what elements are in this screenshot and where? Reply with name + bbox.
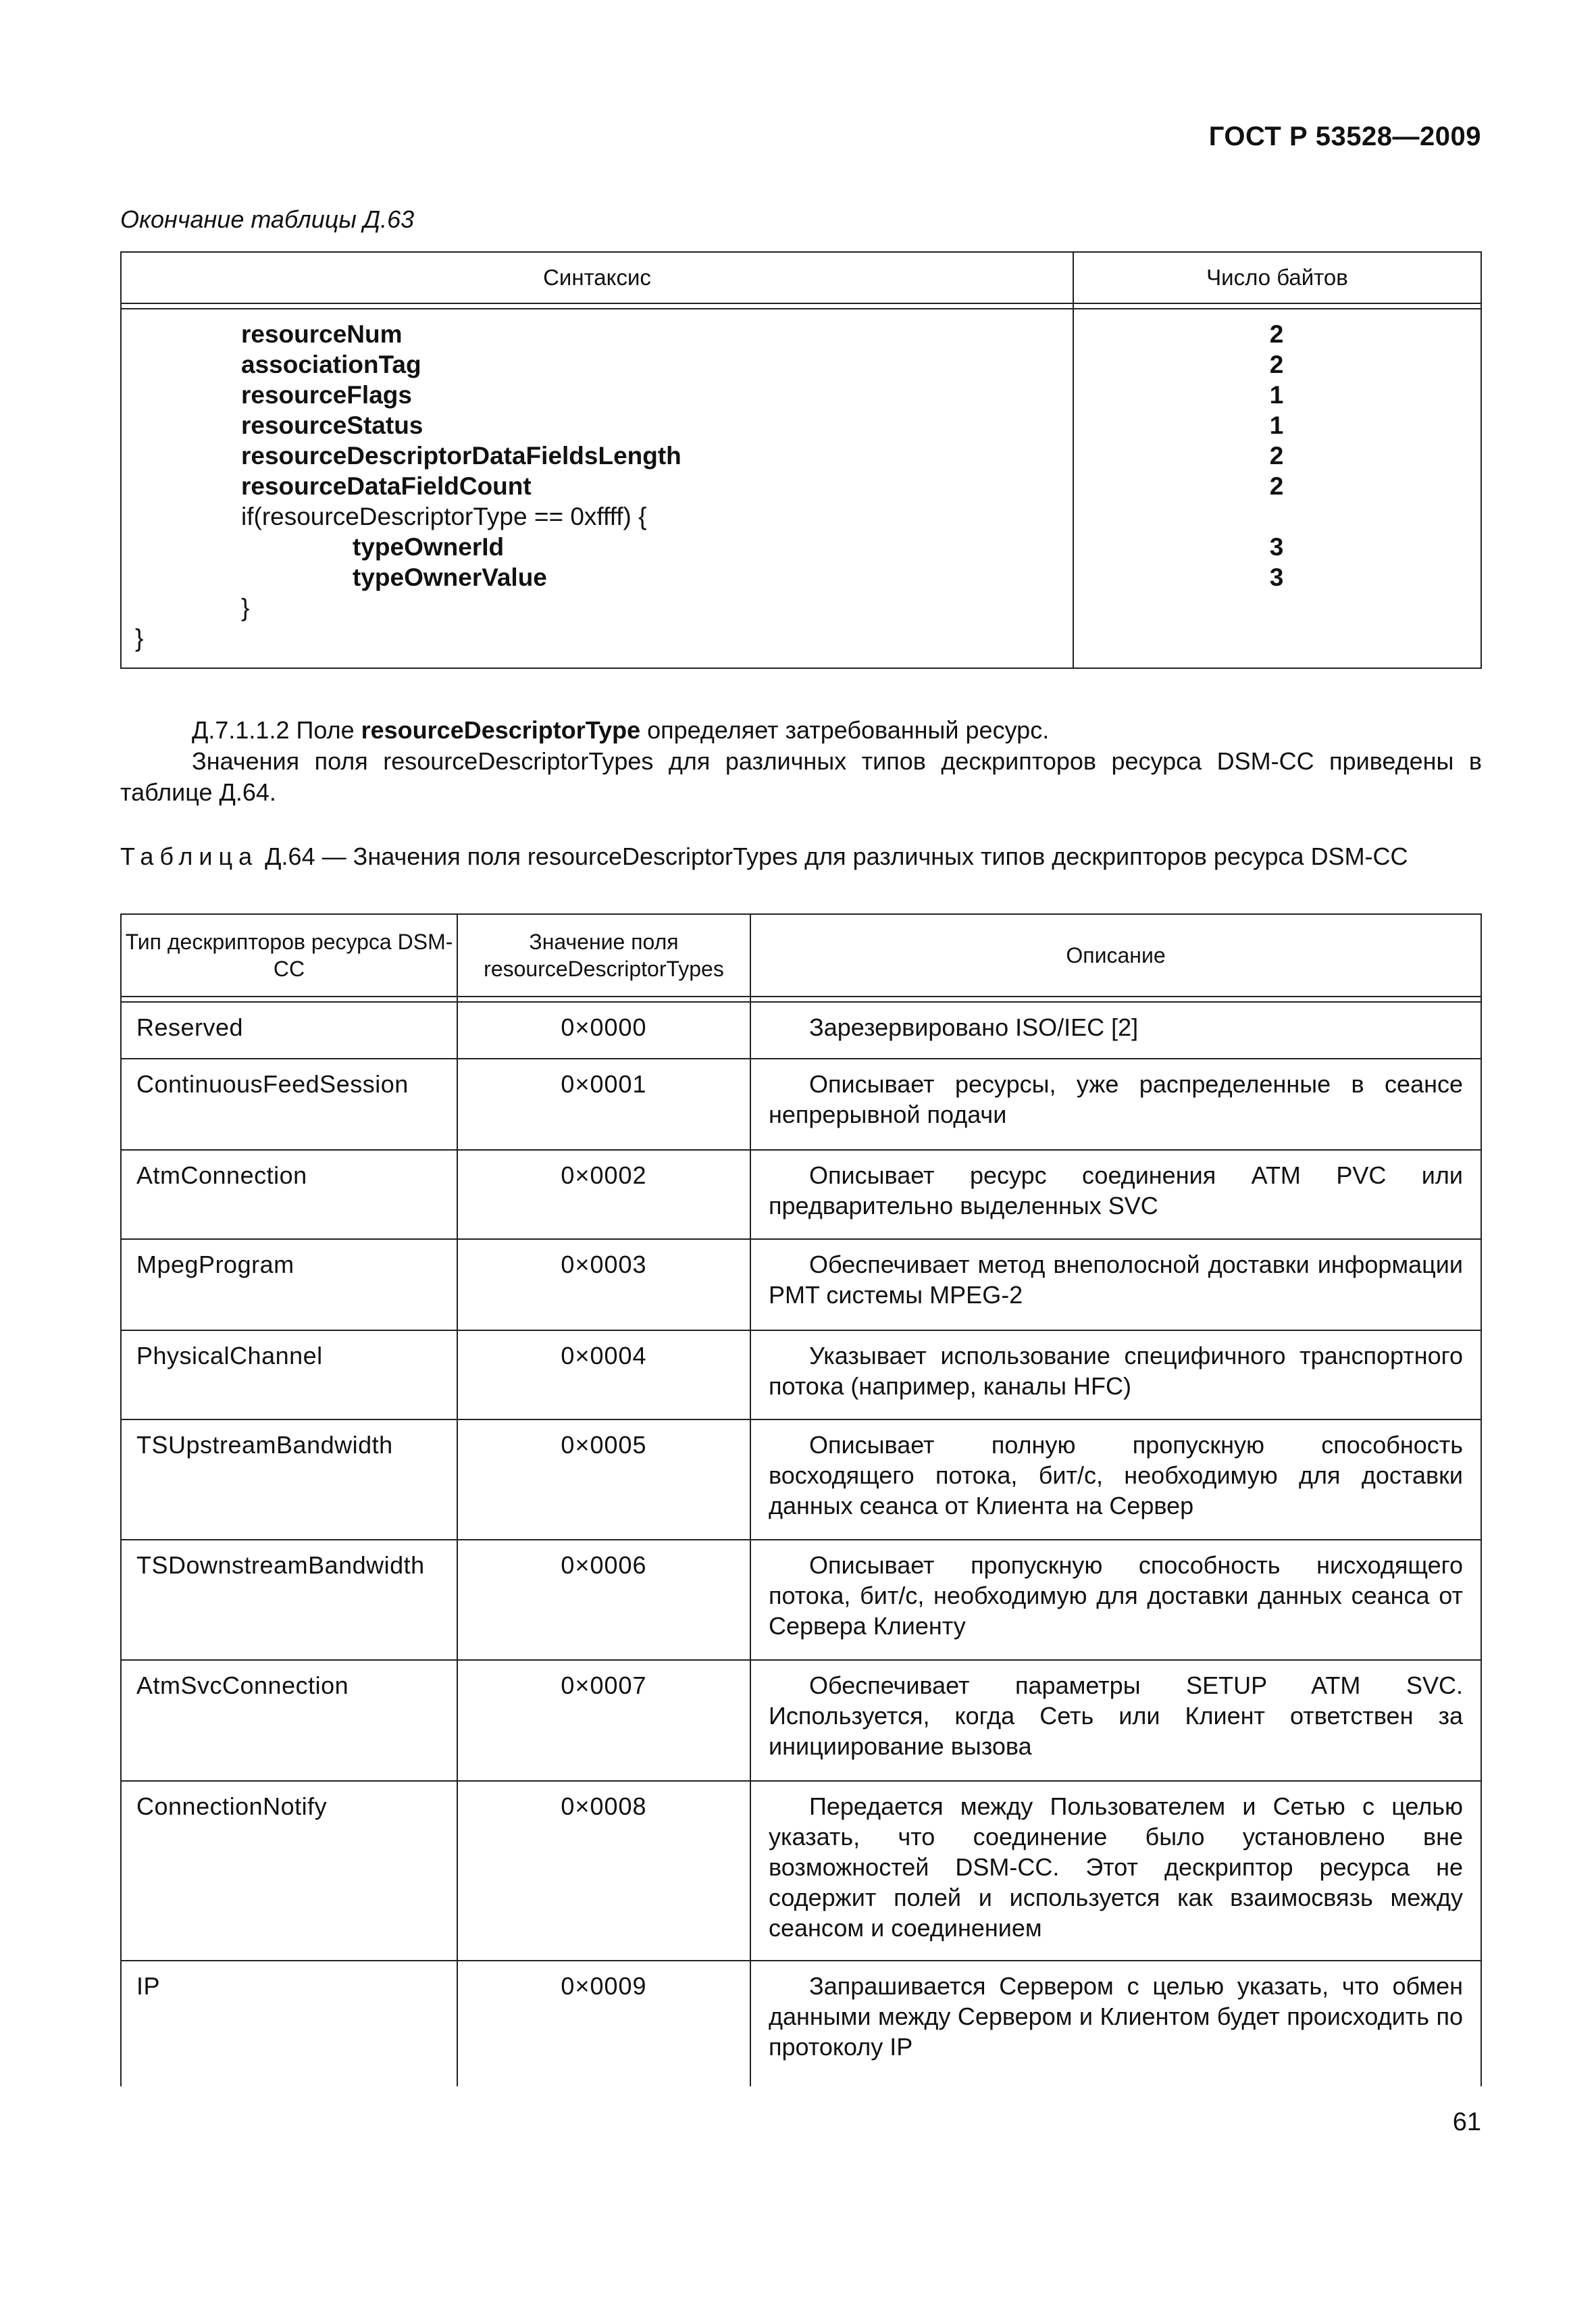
table64-type-cell: IP [136,1972,161,2000]
table64-desc-cell [769,1160,1463,1221]
table63-syntax-cell: typeOwnerValue [353,563,547,591]
table64-row [122,1659,1481,1780]
table64-desc-cell [769,1069,1463,1130]
page-number: 61 [1452,2108,1481,2136]
table63-row [122,562,1481,593]
table64-row [122,1419,1481,1539]
table63-syntax-cell: } [241,594,250,622]
table64-value-cell: 0×0004 [561,1342,647,1369]
table63-header-double-rule [122,308,1481,309]
table64-caption [120,841,1482,872]
table64-type-cell: ConnectionNotify [136,1792,328,1820]
table63-caption: Окончание таблицы Д.63 [120,205,415,233]
standard-designation: ГОСТ Р 53528—2009 [1208,122,1481,151]
table63-syntax-cell: resourceFlags [241,381,412,409]
table64-desc-cell [769,1971,1463,2062]
table63-row [122,349,1481,380]
table63-bytes-cell: 2 [1269,472,1284,500]
table64-value-cell: 0×0007 [561,1671,647,1699]
table64-value-cell: 0×0003 [561,1251,647,1278]
table64-desc-cell [769,1249,1463,1310]
table64-caption-label: Таблица [120,842,259,870]
table64-row [122,1960,1481,2088]
table64-desc-text: Зарезервировано ISO/IEC [2] [809,1013,1139,1041]
table64-desc-text: Передается между Пользователем и Сетью с целью указать, что соединение было установлено вне возможностей DSM-CC. Этот дескриптор ресурса не содержит полей и используется как взаимосвязь между сеансом и соединением [769,1792,1463,1942]
table64-value-cell: 0×0008 [561,1792,647,1820]
table64-col-type: Тип дескрипторов ресурса DSM-CC [125,930,453,981]
table64-col-desc: Описание [1066,943,1166,967]
table64-desc-text: Обеспечивает параметры SETUP ATM SVC. Используется, когда Сеть или Клиент ответствен за инициирование вызова [769,1671,1463,1760]
table64 [120,913,1482,2086]
table64-type-cell: ContinuousFeedSession [136,1070,409,1098]
table64-row [122,1539,1481,1659]
table64-value-cell: 0×0000 [561,1013,647,1041]
table63-row [122,410,1481,441]
table64-desc-text: Указывает использование специфичного транспортного потока (например, каналы HFC) [769,1342,1463,1400]
paragraph-values [120,746,1482,808]
table63-row [122,319,1481,349]
table64-desc-cell [769,1791,1463,1943]
table64-value-cell: 0×0006 [561,1551,647,1579]
table64-type-cell: Reserved [136,1013,244,1041]
table64-desc-cell [769,1012,1463,1042]
table64-value-cell: 0×0002 [561,1161,647,1189]
table63-row [122,380,1481,410]
table63-row [122,532,1481,562]
table63-syntax-cell: resourceNum [241,320,403,348]
table64-row [122,1058,1481,1149]
table63 [120,251,1482,669]
paragraph-d7112 [120,715,1482,746]
table63-syntax-cell: resourceDataFieldCount [241,472,532,500]
table64-row [122,1780,1481,1960]
table64-type-cell: AtmConnection [136,1161,307,1189]
table64-desc-text: Обеспечивает метод внеполосной доставки информации PMT системы MPEG-2 [769,1251,1463,1309]
table63-row [122,471,1481,501]
table64-type-cell: MpegProgram [136,1251,294,1278]
table63-body [122,319,1481,653]
table63-syntax-cell: if(resourceDescriptorType == 0xffff) { [241,503,647,530]
table64-value-cell: 0×0005 [561,1431,647,1459]
table64-type-cell: AtmSvcConnection [136,1671,349,1699]
paragraph1-prefix: Д.7.1.1.2 Поле [192,716,361,744]
table64-desc-text: Запрашивается Сервером с целью указать, что обмен данными между Сервером и Клиентом будет происходить по протоколу IP [769,1972,1463,2061]
table63-row [122,623,1481,653]
table63-bytes-cell: 2 [1269,351,1284,378]
table63-bytes-cell: 2 [1269,320,1284,348]
table63-syntax-cell: associationTag [241,351,421,378]
table64-row [122,1001,1481,1058]
paragraph1-suffix: определяет затребованный ресурс. [640,716,1050,744]
table63-col-bytes: Число байтов [1206,265,1348,290]
table64-row [122,1149,1481,1238]
table63-bytes-cell: 1 [1269,411,1284,439]
table64-row [122,1330,1481,1419]
table63-bytes-cell: 2 [1269,442,1284,470]
paragraph1-field: resourceDescriptorType [361,716,641,744]
table64-type-cell: PhysicalChannel [136,1342,323,1369]
paragraph2-text: Значения поля resourceDescriptorTypes для различных типов дескрипторов ресурса DSM-CC приведены в таблице Д.64. [120,747,1482,806]
table64-desc-cell [769,1340,1463,1401]
table64-header-rule [122,996,1481,997]
table64-desc-cell [769,1430,1463,1521]
table64-col-value: Значение поля resourceDescriptorTypes [484,930,724,981]
table64-desc-text: Описывает полную пропускную способность восходящего потока, бит/с, необходимую для доставки данных сеанса от Клиента на Сервер [769,1431,1463,1519]
table64-desc-text: Описывает ресурс соединения ATM PVC или предварительно выделенных SVC [769,1161,1463,1219]
table64-caption-text: Д.64 — Значения поля resourceDescriptorTypes для различных типов дескрипторов ресурса DSM-CC [258,842,1408,870]
table64-type-cell: TSDownstreamBandwidth [136,1551,425,1579]
table63-syntax-cell: resourceStatus [241,411,423,439]
table64-type-cell: TSUpstreamBandwidth [136,1431,393,1459]
table63-col-syntax: Синтаксис [543,265,651,290]
table63-syntax-cell: } [135,624,144,652]
table63-row [122,441,1481,471]
table63-bytes-cell: 3 [1269,563,1284,591]
table64-desc-cell [769,1670,1463,1761]
table63-row [122,593,1481,623]
table64-row [122,1238,1481,1330]
table64-desc-text: Описывает ресурсы, уже распределенные в сеансе непрерывной подачи [769,1070,1463,1128]
table63-syntax-cell: resourceDescriptorDataFieldsLength [241,442,681,470]
table63-syntax-cell: typeOwnerId [353,533,505,561]
table63-row [122,501,1481,532]
table64-value-cell: 0×0001 [561,1070,647,1098]
table64-desc-text: Описывает пропускную способность нисходящего потока, бит/с, необходимую для доставки данных сеанса от Сервера Клиенту [769,1551,1463,1640]
table63-bytes-cell: 1 [1269,381,1284,409]
table63-bytes-cell: 3 [1269,533,1284,561]
table64-desc-cell [769,1550,1463,1641]
table64-value-cell: 0×0009 [561,1972,647,2000]
